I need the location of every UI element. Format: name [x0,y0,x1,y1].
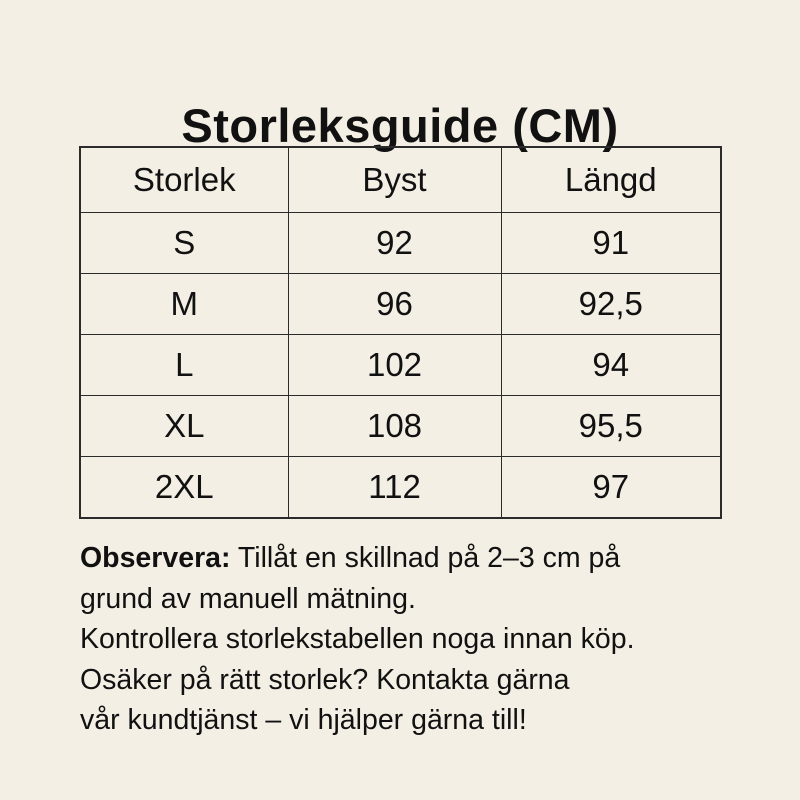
note-line-1-text: Tillåt en skillnad på 2–3 cm på [230,542,621,574]
note-line-3: Kontrollera storlekstabellen noga innan köp. [80,623,635,655]
size-cell: 2XL [80,457,288,519]
note-label: Observera: [80,542,231,574]
size-cell: M [80,274,288,335]
table-header-row [80,147,721,213]
size-cell: L [80,335,288,396]
length-cell: 92,5 [501,274,721,335]
table-row [80,335,721,396]
length-cell: 97 [501,457,721,519]
length-cell: 91 [501,213,721,274]
length-cell: 95,5 [501,396,721,457]
size-cell: XL [80,396,288,457]
size-cell: S [80,213,288,274]
note-line-1 [80,538,770,579]
table-row [80,457,721,519]
sizing-note [80,538,770,741]
length-cell: 94 [501,335,721,396]
table-row [80,274,721,335]
column-header-bust: Byst [288,147,501,213]
note-line-2: grund av manuell mätning. [80,582,416,615]
bust-cell: 92 [288,213,501,274]
table-row [80,213,721,274]
note-line-5: vår kundtjänst – vi hjälper gärna till! [80,704,527,736]
bust-cell: 96 [288,274,501,335]
bust-cell: 112 [288,457,501,519]
note-line-4: Osäker på rätt storlek? Kontakta gärna [80,663,570,696]
bust-cell: 108 [288,396,501,457]
size-table [79,146,722,519]
bust-cell: 102 [288,335,501,396]
column-header-size: Storlek [80,147,288,213]
page-title: Storleksguide (CM) [181,99,619,153]
column-header-length: Längd [501,147,721,213]
table-row [80,396,721,457]
